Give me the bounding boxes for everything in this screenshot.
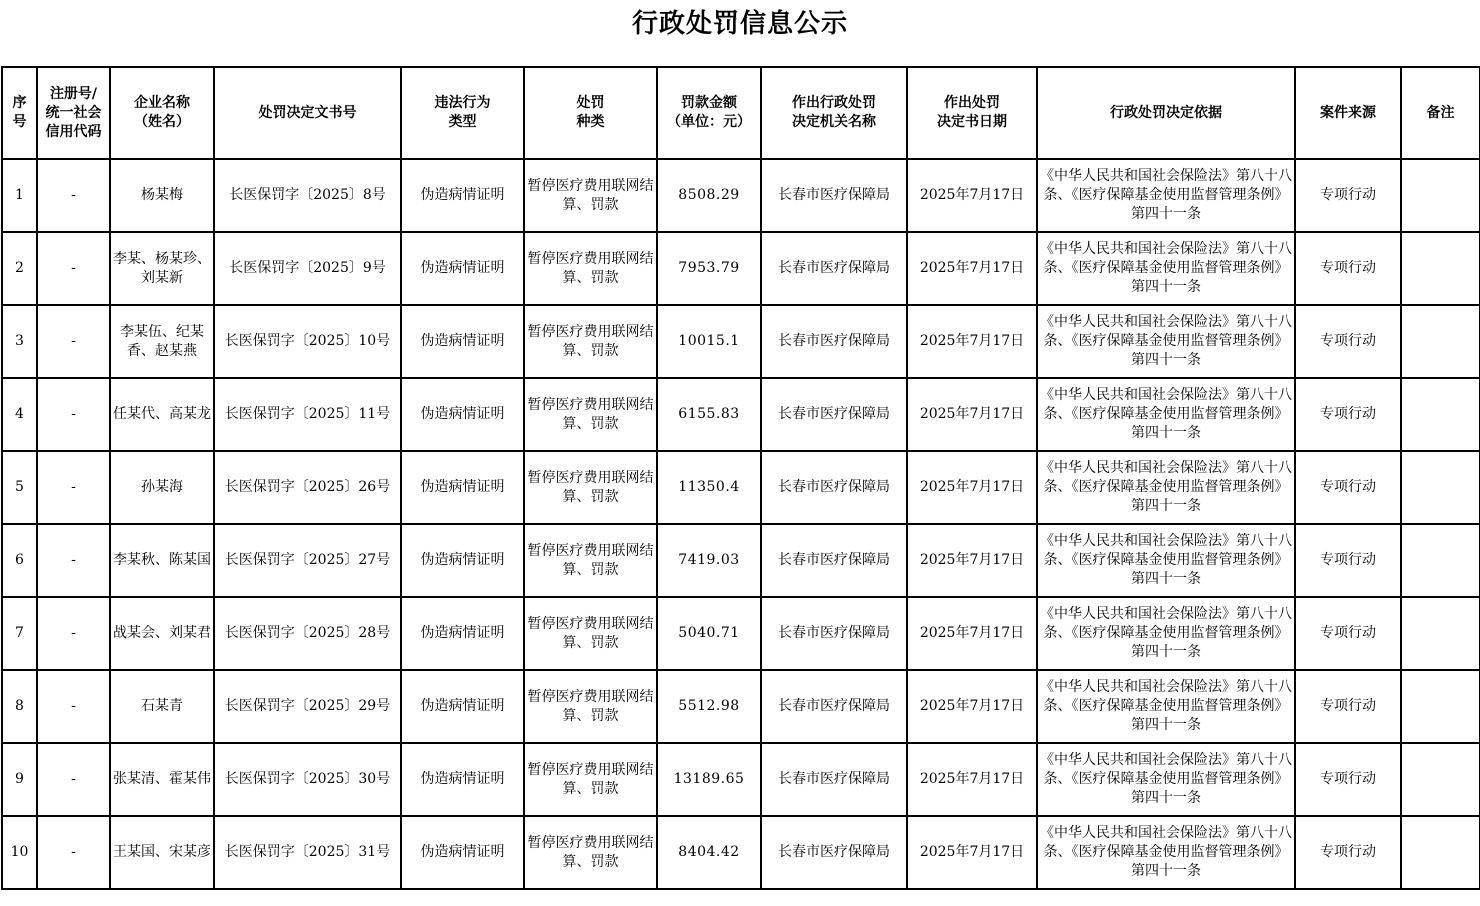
cell-authority: 长春市医疗保障局 (761, 159, 907, 232)
header-line: 种类 (576, 114, 605, 130)
cell-seq: 9 (2, 743, 37, 816)
cell-authority: 长春市医疗保障局 (761, 524, 907, 597)
cell-date: 2025年7月17日 (907, 743, 1037, 816)
cell-violation: 伪造病情证明 (401, 743, 524, 816)
header-line: 处罚决定文书号 (258, 104, 357, 121)
header-line: 作出处罚 (944, 95, 1000, 111)
cell-amount: 5512.98 (657, 670, 761, 743)
table-row (2, 305, 1480, 378)
cell-reg-code: - (37, 232, 110, 305)
header-basis (1037, 67, 1295, 159)
cell-date: 2025年7月17日 (907, 816, 1037, 889)
header-reg-code (37, 67, 110, 159)
penalty-table (1, 66, 1480, 890)
header-line: 类型 (448, 114, 477, 130)
header-line: 行政处罚决定依据 (1110, 104, 1222, 121)
header-line: 违法行为 (434, 95, 491, 111)
cell-date: 2025年7月17日 (907, 451, 1037, 524)
cell-amount: 11350.4 (657, 451, 761, 524)
cell-authority: 长春市医疗保障局 (761, 451, 907, 524)
cell-reg-code: - (37, 524, 110, 597)
cell-basis: 《中华人民共和国社会保险法》第八十八条、《医疗保障基金使用监督管理条例》第四十一条 (1037, 232, 1295, 305)
header-line: 案件来源 (1320, 104, 1376, 121)
cell-name: 石某青 (110, 670, 214, 743)
cell-source: 专项行动 (1295, 451, 1401, 524)
cell-remark (1401, 305, 1480, 378)
cell-date: 2025年7月17日 (907, 232, 1037, 305)
cell-basis: 《中华人民共和国社会保险法》第八十八条、《医疗保障基金使用监督管理条例》第四十一条 (1037, 305, 1295, 378)
cell-seq: 7 (2, 597, 37, 670)
cell-penalty-kind: 暂停医疗费用联网结算、罚款 (524, 816, 657, 889)
cell-authority: 长春市医疗保障局 (761, 743, 907, 816)
cell-amount: 6155.83 (657, 378, 761, 451)
cell-violation: 伪造病情证明 (401, 597, 524, 670)
header-line: 作出行政处罚 (792, 95, 876, 111)
cell-penalty-kind: 暂停医疗费用联网结算、罚款 (524, 597, 657, 670)
cell-remark (1401, 232, 1480, 305)
cell-doc-no: 长医保罚字〔2025〕30号 (214, 743, 401, 816)
cell-source: 专项行动 (1295, 743, 1401, 816)
cell-source: 专项行动 (1295, 524, 1401, 597)
cell-remark (1401, 159, 1480, 232)
cell-seq: 5 (2, 451, 37, 524)
cell-name: 任某代、高某龙 (110, 378, 214, 451)
cell-doc-no: 长医保罚字〔2025〕9号 (214, 232, 401, 305)
cell-reg-code: - (37, 816, 110, 889)
cell-penalty-kind: 暂停医疗费用联网结算、罚款 (524, 670, 657, 743)
cell-date: 2025年7月17日 (907, 524, 1037, 597)
cell-reg-code: - (37, 451, 110, 524)
cell-seq: 4 (2, 378, 37, 451)
cell-seq: 6 (2, 524, 37, 597)
cell-name: 张某清、霍某伟 (110, 743, 214, 816)
cell-amount: 8508.29 (657, 159, 761, 232)
table-row (2, 159, 1480, 232)
header-line: 处罚 (576, 95, 605, 111)
table-row (2, 378, 1480, 451)
cell-violation: 伪造病情证明 (401, 451, 524, 524)
cell-doc-no: 长医保罚字〔2025〕31号 (214, 816, 401, 889)
cell-remark (1401, 816, 1480, 889)
cell-source: 专项行动 (1295, 597, 1401, 670)
cell-seq: 1 (2, 159, 37, 232)
cell-source: 专项行动 (1295, 670, 1401, 743)
cell-penalty-kind: 暂停医疗费用联网结算、罚款 (524, 159, 657, 232)
cell-name: 李某、杨某珍、刘某新 (110, 232, 214, 305)
cell-remark (1401, 597, 1480, 670)
header-line: 决定机关名称 (792, 114, 876, 130)
cell-basis: 《中华人民共和国社会保险法》第八十八条、《医疗保障基金使用监督管理条例》第四十一条 (1037, 670, 1295, 743)
cell-seq: 3 (2, 305, 37, 378)
cell-reg-code: - (37, 597, 110, 670)
cell-date: 2025年7月17日 (907, 597, 1037, 670)
cell-basis: 《中华人民共和国社会保险法》第八十八条、《医疗保障基金使用监督管理条例》第四十一条 (1037, 816, 1295, 889)
cell-violation: 伪造病情证明 (401, 816, 524, 889)
header-line: 统一社会 (45, 104, 102, 121)
header-date (907, 67, 1037, 159)
cell-name: 战某会、刘某君 (110, 597, 214, 670)
cell-seq: 10 (2, 816, 37, 889)
cell-name: 王某国、宋某彦 (110, 816, 214, 889)
cell-source: 专项行动 (1295, 378, 1401, 451)
cell-source: 专项行动 (1295, 816, 1401, 889)
cell-source: 专项行动 (1295, 232, 1401, 305)
cell-amount: 8404.42 (657, 816, 761, 889)
header-line: 罚款金额 (681, 95, 737, 111)
cell-doc-no: 长医保罚字〔2025〕29号 (214, 670, 401, 743)
cell-authority: 长春市医疗保障局 (761, 232, 907, 305)
cell-name: 李某秋、陈某国 (110, 524, 214, 597)
table-row (2, 524, 1480, 597)
cell-doc-no: 长医保罚字〔2025〕27号 (214, 524, 401, 597)
table-row (2, 670, 1480, 743)
cell-basis: 《中华人民共和国社会保险法》第八十八条、《医疗保障基金使用监督管理条例》第四十一条 (1037, 159, 1295, 232)
header-line: （姓名） (134, 114, 190, 130)
cell-reg-code: - (37, 305, 110, 378)
cell-date: 2025年7月17日 (907, 305, 1037, 378)
cell-amount: 5040.71 (657, 597, 761, 670)
cell-name: 孙某海 (110, 451, 214, 524)
header-line: 决定书日期 (937, 114, 1007, 130)
header-seq (2, 67, 37, 159)
cell-authority: 长春市医疗保障局 (761, 597, 907, 670)
page-title: 行政处罚信息公示 (631, 9, 848, 39)
header-name (110, 67, 214, 159)
cell-penalty-kind: 暂停医疗费用联网结算、罚款 (524, 451, 657, 524)
table-row (2, 816, 1480, 889)
cell-violation: 伪造病情证明 (401, 305, 524, 378)
cell-authority: 长春市医疗保障局 (761, 816, 907, 889)
cell-penalty-kind: 暂停医疗费用联网结算、罚款 (524, 305, 657, 378)
cell-violation: 伪造病情证明 (401, 524, 524, 597)
cell-violation: 伪造病情证明 (401, 670, 524, 743)
header-remark (1401, 67, 1480, 159)
cell-basis: 《中华人民共和国社会保险法》第八十八条、《医疗保障基金使用监督管理条例》第四十一条 (1037, 597, 1295, 670)
cell-reg-code: - (37, 670, 110, 743)
cell-name: 杨某梅 (110, 159, 214, 232)
table-row (2, 597, 1480, 670)
cell-doc-no: 长医保罚字〔2025〕28号 (214, 597, 401, 670)
cell-seq: 2 (2, 232, 37, 305)
header-penalty-kind (524, 67, 657, 159)
cell-authority: 长春市医疗保障局 (761, 305, 907, 378)
header-line: 企业名称 (134, 95, 190, 111)
cell-authority: 长春市医疗保障局 (761, 670, 907, 743)
cell-date: 2025年7月17日 (907, 378, 1037, 451)
cell-date: 2025年7月17日 (907, 670, 1037, 743)
header-line: 备注 (1426, 104, 1455, 121)
cell-remark (1401, 378, 1480, 451)
header-line: （单位：元） (667, 114, 751, 130)
header-line: 序 (12, 95, 27, 111)
cell-doc-no: 长医保罚字〔2025〕11号 (214, 378, 401, 451)
table-row (2, 743, 1480, 816)
header-line: 信用代码 (45, 123, 102, 140)
cell-remark (1401, 451, 1480, 524)
cell-violation: 伪造病情证明 (401, 159, 524, 232)
cell-doc-no: 长医保罚字〔2025〕8号 (214, 159, 401, 232)
cell-basis: 《中华人民共和国社会保险法》第八十八条、《医疗保障基金使用监督管理条例》第四十一条 (1037, 524, 1295, 597)
cell-remark (1401, 670, 1480, 743)
cell-source: 专项行动 (1295, 305, 1401, 378)
cell-reg-code: - (37, 159, 110, 232)
cell-violation: 伪造病情证明 (401, 378, 524, 451)
table-header-row (2, 67, 1480, 159)
cell-basis: 《中华人民共和国社会保险法》第八十八条、《医疗保障基金使用监督管理条例》第四十一条 (1037, 378, 1295, 451)
cell-doc-no: 长医保罚字〔2025〕10号 (214, 305, 401, 378)
header-source (1295, 67, 1401, 159)
cell-violation: 伪造病情证明 (401, 232, 524, 305)
cell-reg-code: - (37, 743, 110, 816)
cell-doc-no: 长医保罚字〔2025〕26号 (214, 451, 401, 524)
header-amount (657, 67, 761, 159)
cell-amount: 7953.79 (657, 232, 761, 305)
cell-penalty-kind: 暂停医疗费用联网结算、罚款 (524, 524, 657, 597)
header-line: 注册号/ (49, 85, 98, 102)
cell-penalty-kind: 暂停医疗费用联网结算、罚款 (524, 378, 657, 451)
cell-remark (1401, 743, 1480, 816)
header-doc-no (214, 67, 401, 159)
cell-basis: 《中华人民共和国社会保险法》第八十八条、《医疗保障基金使用监督管理条例》第四十一条 (1037, 743, 1295, 816)
cell-amount: 10015.1 (657, 305, 761, 378)
cell-seq: 8 (2, 670, 37, 743)
cell-reg-code: - (37, 378, 110, 451)
table-row (2, 451, 1480, 524)
cell-date: 2025年7月17日 (907, 159, 1037, 232)
cell-amount: 13189.65 (657, 743, 761, 816)
cell-penalty-kind: 暂停医疗费用联网结算、罚款 (524, 232, 657, 305)
header-violation (401, 67, 524, 159)
cell-name: 李某伍、纪某香、赵某燕 (110, 305, 214, 378)
header-authority (761, 67, 907, 159)
cell-authority: 长春市医疗保障局 (761, 378, 907, 451)
header-line: 号 (12, 114, 27, 130)
cell-basis: 《中华人民共和国社会保险法》第八十八条、《医疗保障基金使用监督管理条例》第四十一条 (1037, 451, 1295, 524)
table-row (2, 232, 1480, 305)
cell-penalty-kind: 暂停医疗费用联网结算、罚款 (524, 743, 657, 816)
cell-amount: 7419.03 (657, 524, 761, 597)
cell-remark (1401, 524, 1480, 597)
cell-source: 专项行动 (1295, 159, 1401, 232)
